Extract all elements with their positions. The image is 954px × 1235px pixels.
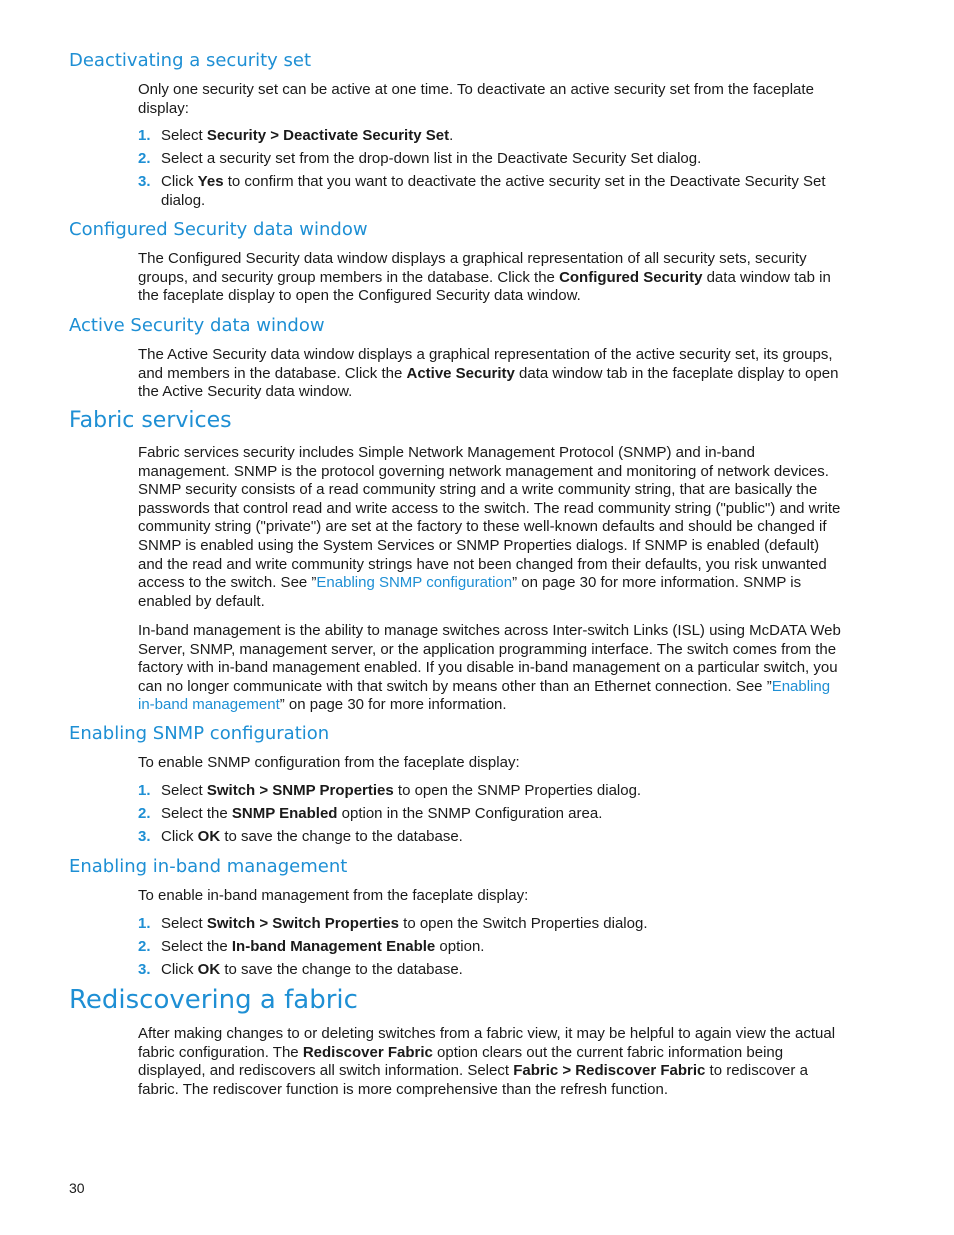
list-item: 1. Select Switch > Switch Properties to open the Switch Properties dialog.	[138, 915, 648, 932]
list-item: 3. Click Yes to confirm that you want to deactivate the active security set in the Deactivate Security Set dialog.	[138, 173, 826, 209]
heading-active-security: Active Security data window	[69, 315, 325, 336]
page-number: 30	[69, 1180, 85, 1196]
para-inband-intro: To enable in-band management from the faceplate display:	[138, 887, 529, 904]
para-fabric-services-snmp: Fabric services security includes Simple Network Management Protocol (SNMP) and in-band management. SNMP is the protocol governing network management and monitoring of network devices. SNMP security consists of a read community string and a write community string, that are basically the passwords that control read and write access to the switch. The read community string ("public") and write community string ("private") are set at the factory to these well-known defaults and should be changed if SNMP is enabled using the System Services or SNMP Properties dialogs. If SNMP is enabled (default) and the read and write community strings have not been changed from their defaults, you risk unwanted access to the switch. See ”Enabling SNMP configuration” on page 30 for more information. SNMP is enabled by default.	[138, 444, 841, 610]
list-inband-steps	[138, 915, 848, 985]
heading-deactivating: Deactivating a security set	[69, 50, 312, 71]
list-item: 2. Select a security set from the drop-down list in the Deactivate Security Set dialog.	[138, 150, 702, 168]
para-configured-security: The Configured Security data window displays a graphical representation of all security sets, security groups, and security group members in the database. Click the Configured Security data window tab in the faceplate display to open the Configured Security data window.	[138, 250, 831, 305]
list-item: 1. Select Security > Deactivate Security Set.	[138, 127, 454, 144]
heading-configured-security: Configured Security data window	[69, 219, 368, 240]
heading-enabling-inband: Enabling in-band management	[69, 856, 348, 877]
heading-rediscovering-fabric: Rediscovering a fabric	[69, 985, 358, 1015]
list-item: 3. Click OK to save the change to the database.	[138, 828, 463, 846]
list-item: 2. Select the SNMP Enabled option in the SNMP Configuration area.	[138, 805, 603, 823]
link-enabling-snmp[interactable]: Enabling SNMP configuration	[316, 574, 513, 592]
para-active-security: The Active Security data window displays a graphical representation of the active security set, its groups, and members in the database. Click the Active Security data window tab in the faceplate display to open the Active Security data window.	[138, 346, 839, 401]
para-snmp-intro: To enable SNMP configuration from the faceplate display:	[138, 754, 520, 771]
list-item: 3. Click OK to save the change to the database.	[138, 961, 463, 979]
para-fabric-services-inband: In-band management is the ability to manage switches across Inter-switch Links (ISL) using McDATA Web Server, SNMP, management server, or the application programming interface. The switch comes from the factory with in-band management enabled. If you disable in-band management on a particular switch, you can no longer communicate with that switch by means other than an Ethernet connection. See ”Enabling in-band management” on page 30 for more information.	[138, 622, 841, 714]
link-enabling-inband[interactable]: Enabling in-band management	[138, 677, 831, 714]
heading-fabric-services: Fabric services	[69, 408, 232, 433]
list-item: 1. Select Switch > SNMP Properties to open the SNMP Properties dialog.	[138, 782, 642, 799]
list-item: 2. Select the In-band Management Enable option.	[138, 938, 485, 956]
para-deactivating-intro: Only one security set can be active at one time. To deactivate an active security set from the faceplate display:	[138, 81, 814, 117]
para-rediscovering-fabric: After making changes to or deleting switches from a fabric view, it may be helpful to again view the actual fabric configuration. The Rediscover Fabric option clears out the current fabric information being displayed, and rediscovers all switch information. Select Fabric > Rediscover Fabric to rediscover a fabric. The rediscover function is more comprehensive than the refresh function.	[138, 1025, 836, 1098]
list-snmp-steps	[138, 782, 848, 852]
heading-enabling-snmp: Enabling SNMP configuration	[69, 723, 330, 744]
list-deactivating-steps	[138, 127, 848, 215]
